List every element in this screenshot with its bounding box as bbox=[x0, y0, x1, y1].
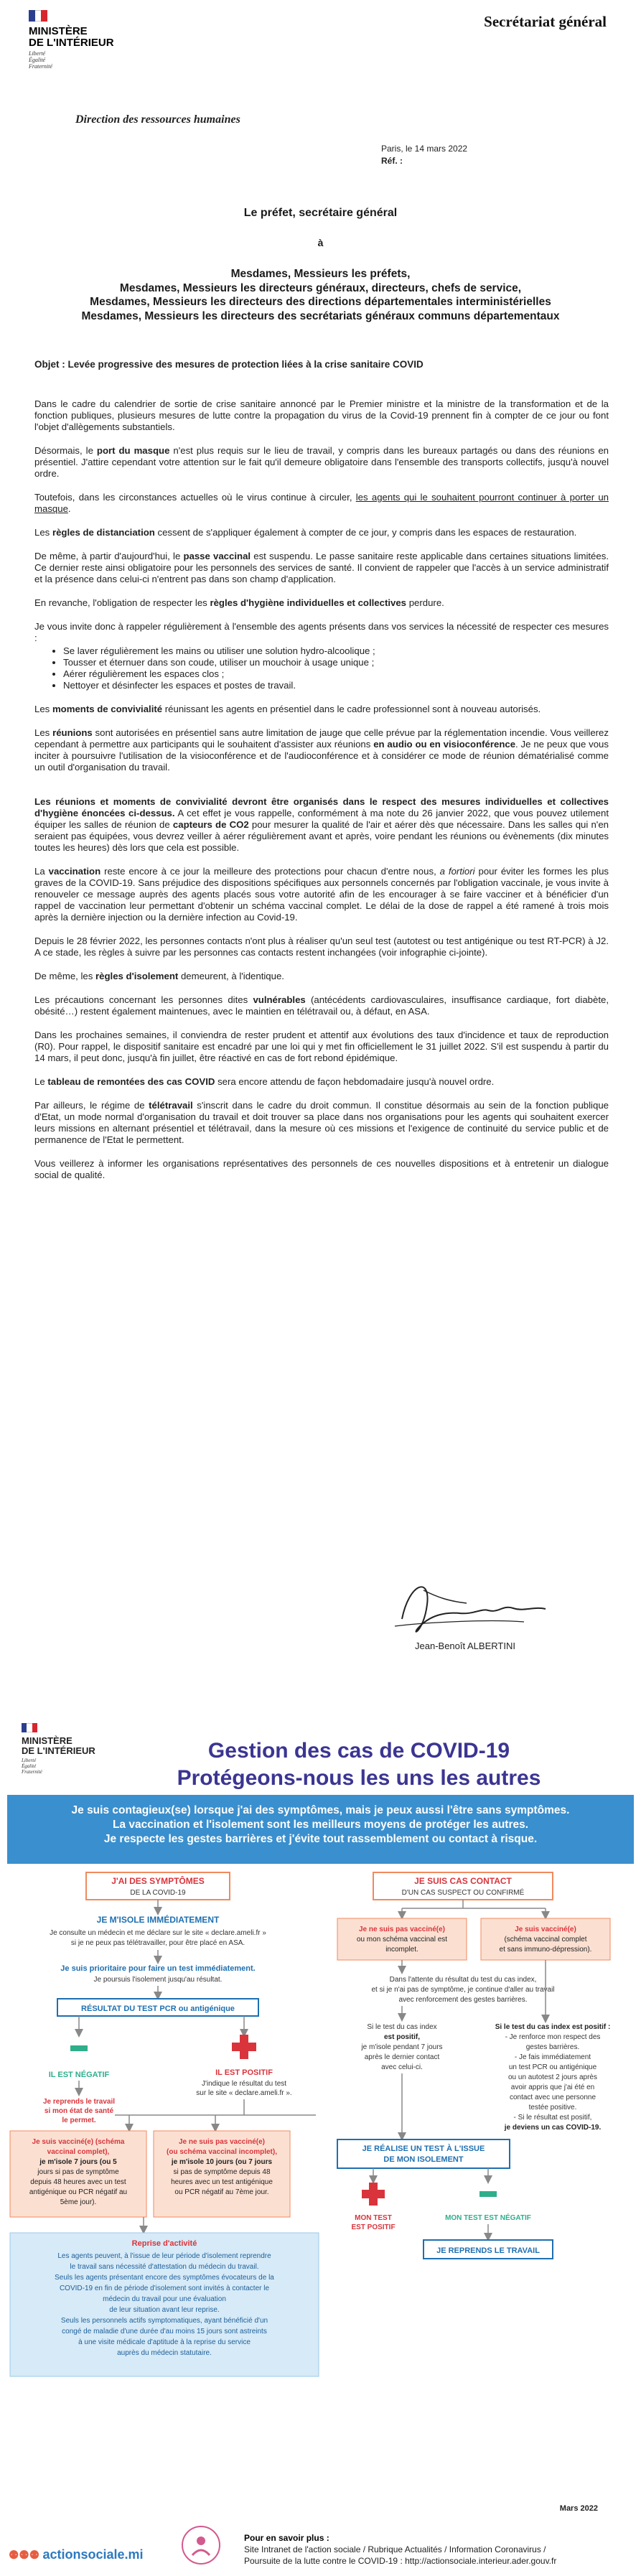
positive-line: J'indique le résultat du test bbox=[201, 2080, 287, 2088]
result-header: RÉSULTAT DU TEST PCR ou antigénique bbox=[81, 2005, 235, 2013]
isolate-line: si je ne peux pas télétravailler, pour être placé en ASA. bbox=[70, 1939, 245, 1947]
signer-name: Jean-Benoît ALBERTINI bbox=[415, 1641, 515, 1651]
vaccinated-line: vaccinal complet), bbox=[47, 2148, 110, 2156]
priority-title: Je suis prioritaire pour faire un test immédiatement. bbox=[60, 1964, 256, 1973]
positive-label: IL EST POSITIF bbox=[215, 2068, 273, 2077]
contact-subheader: D'UN CAS SUSPECT OU CONFIRMÉ bbox=[401, 1889, 525, 1897]
not-vaccinated-line: Je ne suis pas vacciné(e) bbox=[178, 2138, 266, 2146]
recipient-line: Mesdames, Messieurs les directeurs des directions départementales interministérielles bbox=[90, 296, 551, 308]
ministry-logo-title: MINISTÈRE DE L'INTÉRIEUR bbox=[22, 1735, 95, 1756]
reprise-line: de leur situation avant leur reprise. bbox=[109, 2306, 220, 2314]
flowchart bbox=[0, 1865, 641, 2411]
ministry-logo-title: MINISTÈRE DE L'INTÉRIEUR bbox=[29, 25, 114, 49]
vaccinated-line: 5ème jour). bbox=[60, 2198, 97, 2206]
index-right-line: Si le test du cas index est positif : bbox=[495, 2023, 611, 2031]
people-icon: ⚉⚉⚉ bbox=[9, 2549, 43, 2562]
recipients bbox=[0, 267, 641, 323]
index-left-line: après le dernier contact bbox=[364, 2053, 440, 2061]
negative-line: Je reprends le travail bbox=[42, 2098, 116, 2106]
index-right-line: un test PCR ou antigénique bbox=[508, 2063, 597, 2071]
index-right-line: ou un autotest 2 jours après bbox=[508, 2073, 597, 2081]
not-vaccinated-line: (ou schéma vaccinal incomplet), bbox=[167, 2148, 277, 2156]
realise-line: DE MON ISOLEMENT bbox=[383, 2155, 464, 2164]
handwritten-signature bbox=[380, 1569, 553, 1641]
paragraph: Le tableau de remontées des cas COVID sera encore attendu de façon hebdomadaire jusqu'à nouvel ordre. bbox=[34, 1076, 495, 1087]
reprise-line: Les agents peuvent, à l'issue de leur période d'isolement reprendre bbox=[57, 2252, 271, 2260]
a-line: à bbox=[317, 237, 324, 248]
index-left-line: Si le test du cas index bbox=[367, 2023, 437, 2031]
index-right-line: - Je fais immédiatement bbox=[514, 2053, 591, 2061]
isolate-line: Je consulte un médecin et me déclare sur le site « declare.ameli.fr » bbox=[50, 1929, 266, 1937]
vaccinated-line: antigénique ou PCR négatif au bbox=[29, 2188, 128, 2196]
letter-ref: Réf. : bbox=[381, 156, 403, 166]
recipient-line: Mesdames, Messieurs les directeurs généraux, directeurs, chefs de service, bbox=[119, 281, 522, 294]
contact-header: JE SUIS CAS CONTACT bbox=[414, 1876, 512, 1886]
isolate-title: JE M'ISOLE IMMÉDIATEMENT bbox=[96, 1915, 220, 1925]
vaccinated-line: jours si pas de symptôme bbox=[37, 2168, 119, 2176]
index-right-line: - Je renforce mon respect des bbox=[505, 2033, 601, 2041]
paragraph: Depuis le 28 février 2022, les personnes contacts n'ont plus à réaliser qu'un seul test (autotest ou test antigénique ou test RT-PCR) à J2. A ce stade, les règles à suivre par les personnes cas contacts restent inchangées (voir infographie ci-jointe). bbox=[34, 935, 609, 958]
prevention-logo-icon bbox=[179, 2524, 223, 2567]
wait-line: Dans l'attente du résultat du test du cas index, bbox=[389, 1976, 537, 1984]
wait-line: et si je n'ai pas de symptôme, je continue d'aller au travail bbox=[371, 1986, 555, 1994]
contact-not-vaccinated-line: Je ne suis pas vacciné(e) bbox=[358, 1926, 446, 1933]
plus-icon bbox=[362, 2190, 385, 2198]
ministry-motto: Liberté Égalité Fraternité bbox=[22, 1758, 42, 1775]
not-vaccinated-line: je m'isole 10 jours (ou 7 jours bbox=[171, 2158, 273, 2166]
my-test-positive: EST POSITIF bbox=[351, 2223, 396, 2231]
positive-line: sur le site « declare.ameli.fr ». bbox=[196, 2089, 292, 2097]
negative-line: si mon état de santé bbox=[44, 2107, 114, 2115]
reprise-line: COVID-19 en fin de période d'isolement sont invités à contacter le bbox=[59, 2285, 270, 2292]
reprise-line: auprès du médecin statutaire. bbox=[117, 2349, 212, 2357]
index-right-line: testée positive. bbox=[528, 2104, 577, 2111]
footer-info: Pour en savoir plus : Site Intranet de l'action sociale / Rubrique Actualités / Information Coronavirus / Poursuite de la lutte contre le COVID-19 : http://actionsociale.interieur.ader.gouv.fr bbox=[244, 2533, 557, 2566]
paragraph: En revanche, l'obligation de respecter les règles d'hygiène individuelles et collectives perdure. bbox=[34, 597, 444, 608]
reprise-line: Seuls les personnels actifs symptomatiques, ayant bénéficié d'un bbox=[60, 2317, 268, 2325]
my-test-negative: MON TEST EST NÉGATIF bbox=[445, 2214, 531, 2222]
reprise-line: Seuls les agents présentant encore des symptômes évocateurs de la bbox=[55, 2274, 274, 2282]
realise-line: JE RÉALISE UN TEST À L'ISSUE bbox=[362, 2145, 485, 2153]
index-right-line: - Si le résultat est positif, bbox=[513, 2114, 592, 2122]
index-right-line: je deviens un cas COVID-19. bbox=[504, 2124, 602, 2132]
recipient-line: Mesdames, Messieurs les préfets, bbox=[230, 268, 411, 280]
letter-body bbox=[34, 398, 609, 1193]
priority-line: Je poursuis l'isolement jusqu'au résultat. bbox=[93, 1976, 223, 1984]
infographic-title: Gestion des cas de COVID-19 Protégeons-nous les uns les autres bbox=[177, 1739, 541, 1790]
paragraph: Les règles de distanciation cessent de s'appliquer également à compter de ce jour, y compris dans les espaces de restauration. bbox=[34, 527, 577, 538]
negative-line: le permet. bbox=[62, 2117, 96, 2124]
minus-icon bbox=[479, 2191, 497, 2197]
reprise-line: congé de maladie d'une durée d'au moins 15 jours sont astreints bbox=[62, 2328, 267, 2335]
infographic-date: Mars 2022 bbox=[559, 2504, 598, 2513]
paragraph: De même, à partir d'aujourd'hui, le passe vaccinal est suspendu. Le passe sanitaire reste applicable dans certaines situations limitées. Ce dernier reste ainsi obligatoire pour les personnels des services de santé. Il convient de rappeler que l'accès à un service administratif et la présence dans celui-ci n'entrent pas dans son champ d'application. bbox=[34, 551, 609, 584]
letter-date: Paris, le 14 mars 2022 bbox=[381, 144, 468, 154]
index-left-line: avec celui-ci. bbox=[381, 2063, 423, 2071]
info-banner: Je suis contagieux(se) lorsque j'ai des symptômes, mais je peux aussi l'être sans symptômes. La vaccination et l'isolement sont les meilleurs moyens de protéger les autres. Je respecte les gestes barrières et j'évite tout rassemblement ou contact à risque. bbox=[7, 1795, 634, 1864]
reprise-title: Reprise d'activité bbox=[131, 2239, 197, 2248]
reprise-line: à une visite médicale d'aptitude à la reprise du service bbox=[78, 2338, 251, 2346]
index-left-line: est positif, bbox=[383, 2033, 421, 2041]
paragraph: Dans le cadre du calendrier de sortie de crise sanitaire annoncé par le Premier ministre et la ministre de la transformation et de la fonction publiques, plusieurs mesures de lutte contre la propagation du virus de la Covid-19 prennent fin à compter de ce jour ou font l'objet d'allègements substantiels. bbox=[34, 398, 609, 432]
negative-label: IL EST NÉGATIF bbox=[48, 2071, 110, 2079]
index-right-line: avoir appris que j'ai été en bbox=[510, 2083, 595, 2091]
list-item: • Se laver régulièrement les mains ou utiliser une solution hydro-alcoolique ; bbox=[63, 645, 609, 657]
letter-subject: Objet : Levée progressive des mesures de protection liées à la crise sanitaire COVID bbox=[34, 359, 424, 370]
contact-vaccinated-line: et sans immuno-dépression). bbox=[499, 1946, 592, 1954]
index-right-line: contact avec une personne bbox=[509, 2094, 596, 2101]
vaccinated-line: depuis 48 heures avec un test bbox=[30, 2178, 126, 2186]
not-vaccinated-line: si pas de symptôme depuis 48 bbox=[173, 2168, 271, 2176]
list-item: • Aérer régulièrement les espaces clos ; bbox=[63, 668, 609, 680]
paragraph: La vaccination reste encore à ce jour la meilleure des protections pour chacun d'entre nous, a fortiori pour éviter les formes les plus graves de la COVID-19. Sans préjudice des dispositions spécifiques aux personnels concernés par l'obligation vaccinale, je vous invite à renouveler ce message auprès des agents placés sous votre autorité afin de les encourager à se faire vacciner et à bénéficier d'un rappel de vaccination leur permettant d'obtenir un schéma vaccinal complet. Le délai de la dose de rappel a été ramené à trois mois après la dernière injection ou la dernière infection au Covid-19. bbox=[34, 866, 609, 923]
not-vaccinated-line: heures avec un test antigénique bbox=[171, 2178, 273, 2186]
contact-not-vaccinated-line: ou mon schéma vaccinal est bbox=[356, 1936, 448, 1943]
recipient-line: Mesdames, Messieurs les directeurs des secrétariats généraux communs départementaux bbox=[81, 309, 560, 322]
symptoms-subheader: DE LA COVID-19 bbox=[130, 1889, 186, 1897]
paragraph: Dans les prochaines semaines, il conviendra de rester prudent et attentif aux évolutions des taux d'incidence et taux de reproduction (R0). Pour rappel, le dispositif sanitaire est encadré par une loi qui y met fin officiellement le 31 juillet 2022. S'il est suspendu à partir du 14 mars, il peut donc, jusqu'à fin juillet, être réactivé en cas de fort rebond épidémique. bbox=[34, 1030, 609, 1063]
paragraph: Les précautions concernant les personnes dites vulnérables (antécédents cardiovasculaires, insuffisance cardiaque, fort diabète, obésité…) restent également maintenues, avec le maintien en télétravail ou, à défaut, en ASA. bbox=[34, 994, 609, 1017]
vaccinated-line: Je suis vacciné(e) (schéma bbox=[32, 2138, 125, 2146]
paragraph: Par ailleurs, le régime de télétravail s'inscrit dans le cadre du droit commun. Il constitue désormais au sein de la fonction publique d'Etat, un mode normal d'organisation du travail et doit trouver sa place dans nos organisations pour les agents qui souhaitent exercer leurs missions en alternant présentiel et télétravail, dans la mesure où ces missions et l'exigence de continuité du service public et de permanence de l'Etat le permettent. bbox=[34, 1100, 609, 1145]
vaccinated-line: je m'isole 7 jours (ou 5 bbox=[39, 2158, 117, 2166]
reprise-line: médecin du travail pour une évaluation bbox=[103, 2295, 226, 2303]
header-secretariat: Secrétariat général bbox=[484, 13, 607, 30]
paragraph: De même, les règles d'isolement demeurent, à l'identique. bbox=[34, 971, 284, 981]
not-vaccinated-line: ou PCR négatif au 7ème jour. bbox=[174, 2188, 269, 2196]
resume-work: JE REPRENDS LE TRAVAIL bbox=[436, 2246, 540, 2255]
paragraph: Les réunions et moments de convivialité devront être organisés dans le respect des mesures individuelles et collectives d'hygiène énoncées ci-dessus. A cet effet je vous rappelle, conformément à ma note du 26 janvier 2022, que vous pouvez utilement équiper les salles de réunion de capteurs de CO2 pour mesurer la qualité de l'air et aérer dès que nécessaire. Dans les salles qui n'en seraient pas équipées, vous devrez veiller à aérer régulièrement avant et après, voire pendant les réunions ou évènements (dix minutes toutes les heures) dès lors que cela est possible. bbox=[34, 796, 609, 853]
paragraph: Les réunions sont autorisées en présentiel sans autre limitation de jauge que celle prévue par la réglementation incendie. Vous veillerez cependant à permettre aux participants qui le souhaitent d'assister aux réunions en audio ou en visioconférence. Je ne peux que vous inciter à poursuivre l'utilisation de la visioconférence et de l'audioconférence et à considérer ce mode de réunion dématérialisé comme un outil d'organisation du travail. bbox=[34, 727, 609, 773]
wait-line: avec renforcement des gestes barrières. bbox=[398, 1996, 528, 2004]
list-item: • Tousser et éternuer dans son coude, utiliser un mouchoir à usage unique ; bbox=[63, 657, 609, 668]
minus-icon bbox=[70, 2045, 88, 2051]
hygiene-list bbox=[34, 645, 609, 691]
marianne-logo-flag bbox=[29, 10, 47, 22]
paragraph: Les moments de convivialité réunissant les agents en présentiel dans le cadre professionnel sont à nouveau autorisés. bbox=[34, 704, 541, 714]
paragraph: Désormais, le port du masque n'est plus requis sur le lieu de travail, y compris dans les bureaux partagés ou dans des réunions en présentiel. J'attire cependant votre attention sur le fait qu'il demeure obligatoire dans l'ensemble des transports collectifs, jusqu'à nouvel ordre. bbox=[34, 445, 609, 479]
index-left-line: je m'isole pendant 7 jours bbox=[361, 2043, 443, 2051]
contact-vaccinated-line: (schéma vaccinal complet bbox=[504, 1936, 587, 1943]
contact-not-vaccinated-line: incomplet. bbox=[385, 1946, 418, 1954]
ministry-motto: Liberté Égalité Fraternité bbox=[29, 50, 52, 70]
plus-icon bbox=[232, 2043, 256, 2051]
symptoms-header: J'AI DES SYMPTÔMES bbox=[111, 1876, 205, 1886]
actionsociale-logo: ⚉⚉⚉ actionsociale.mi bbox=[9, 2547, 144, 2562]
my-test-positive: MON TEST bbox=[355, 2214, 392, 2222]
reprise-line: le travail sans nécessité d'attestation du médecin du travail. bbox=[70, 2263, 259, 2271]
index-right-line: gestes barrières. bbox=[525, 2043, 580, 2051]
realise-box bbox=[337, 2139, 510, 2168]
marianne-logo-flag bbox=[22, 1723, 37, 1732]
contact-vaccinated-line: Je suis vacciné(e) bbox=[515, 1926, 576, 1933]
direction-title: Direction des ressources humaines bbox=[75, 113, 240, 126]
paragraph: Vous veillerez à informer les organisations représentatives des personnels de ces nouvelles dispositions et à entretenir un dialogue social de qualité. bbox=[34, 1158, 609, 1180]
list-item: • Nettoyer et désinfecter les espaces et postes de travail. bbox=[63, 680, 609, 691]
paragraph: Toutefois, dans les circonstances actuelles où le virus continue à circuler, les agents qui le souhaitent pourront continuer à porter un masque. bbox=[34, 492, 609, 514]
sender: Le préfet, secrétaire général bbox=[243, 207, 398, 219]
paragraph: Je vous invite donc à rappeler régulièrement à l'ensemble des agents présents dans vos services la nécessité de respecter ces mesures : bbox=[34, 621, 609, 643]
